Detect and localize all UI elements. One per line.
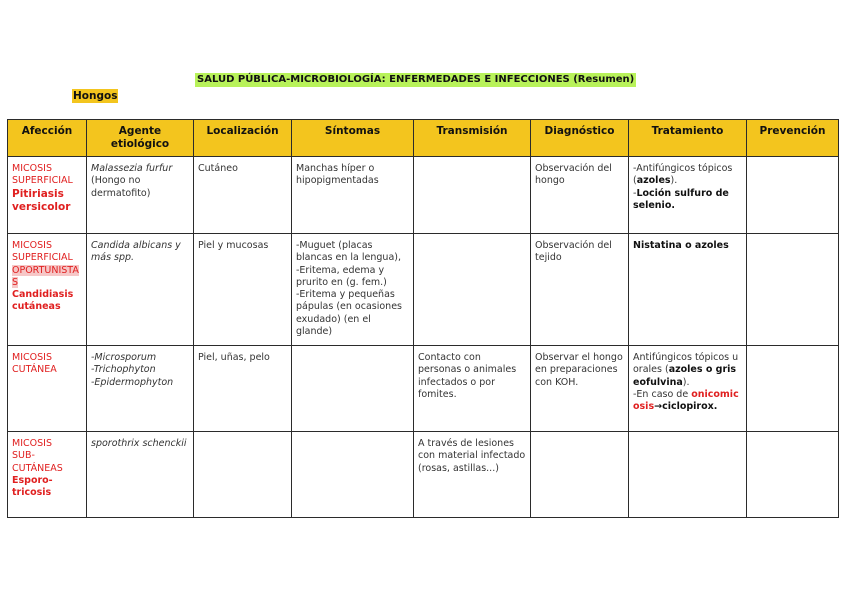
header-agente: Agente etiológico: [87, 120, 194, 157]
afeccion-name: Candidiasis cutáneas: [12, 289, 74, 313]
table-row: [8, 234, 839, 346]
cell-prevencion: [747, 346, 839, 432]
arrow-icon: →: [654, 401, 663, 413]
cell-tratamiento: [629, 346, 747, 432]
header-localizacion: Localización: [194, 120, 292, 157]
sintoma-line: -Eritema y pequeñas pápulas (en ocasiones exudado) (en el glande): [296, 289, 402, 338]
afeccion-type: MICOSIS SUB-CUTÁNEAS: [12, 438, 63, 474]
agente-note: (Hongo no dermatofito): [91, 175, 151, 199]
section-heading: Hongos: [73, 90, 118, 102]
tratamiento-bold: azoles: [636, 175, 671, 187]
tratamiento-bold: Nistatina o azoles: [633, 240, 729, 251]
header-transmision: Transmisión: [414, 120, 531, 157]
cell-tratamiento: [629, 432, 747, 518]
cell-sintomas: [292, 432, 414, 518]
cell-agente: [87, 157, 194, 234]
cell-agente: [87, 432, 194, 518]
header-prevencion: Prevención: [747, 120, 839, 157]
cell-localizacion: Piel y mucosas: [194, 234, 292, 346]
cell-diagnostico: Observación del hongo: [531, 157, 629, 234]
table-header-row: [8, 120, 839, 157]
tratamiento-text: -Antifúngicos tópicos (: [633, 163, 733, 187]
agente-italic: Candida albicans y más spp.: [91, 240, 181, 264]
agente-line: -Epidermophyton: [91, 376, 174, 388]
tratamiento-dash: -: [633, 187, 637, 199]
cell-localizacion: Cutáneo: [194, 157, 292, 234]
header-sintomas: Síntomas: [292, 120, 414, 157]
afeccion-type: MICOSIS CUTÁNEA: [12, 352, 57, 376]
header-diagnostico: Diagnóstico: [531, 120, 629, 157]
sintoma-line: -Eritema, edema y prurito en (g. fem.): [296, 264, 387, 288]
cell-agente: [87, 234, 194, 346]
cell-transmision: Contacto con personas o animales infectados o por fomites.: [414, 346, 531, 432]
cell-sintomas: [292, 346, 414, 432]
header-tratamiento: Tratamiento: [629, 120, 747, 157]
agente-line: -Trichophyton: [91, 364, 156, 376]
cell-sintomas: Manchas híper o hipopigmentadas: [292, 157, 414, 234]
cell-prevencion: [747, 234, 839, 346]
cell-afeccion: [8, 432, 87, 518]
cell-localizacion: Piel, uñas, pelo: [194, 346, 292, 432]
afeccion-type-highlight: OPORTUNISTAS: [12, 264, 79, 288]
table-row: [8, 157, 839, 234]
cell-tratamiento: [629, 157, 747, 234]
afeccion-name: Pitiriasis versicolor: [12, 187, 71, 213]
cell-agente: [87, 346, 194, 432]
tratamiento-text-end: ).: [670, 175, 678, 187]
cell-sintomas: [292, 234, 414, 346]
tratamiento-bold-2: ciclopirox.: [662, 401, 718, 413]
cell-tratamiento: [629, 234, 747, 346]
cell-prevencion: [747, 432, 839, 518]
cell-localizacion: [194, 432, 292, 518]
cell-transmision: A través de lesiones con material infectado (rosas, astillas...): [414, 432, 531, 518]
diseases-table: [7, 119, 839, 518]
cell-afeccion: [8, 346, 87, 432]
afeccion-type: MICOSIS SUPERFICIAL: [12, 240, 73, 264]
cell-transmision: [414, 157, 531, 234]
sintoma-line: -Muguet (placas blancas en la lengua),: [296, 240, 401, 264]
table-row: [8, 346, 839, 432]
cell-transmision: [414, 234, 531, 346]
tratamiento-text-end: ).: [682, 376, 690, 388]
cell-prevencion: [747, 157, 839, 234]
tratamiento-bold-2: Loción sulfuro de selenio.: [633, 187, 729, 211]
cell-afeccion: [8, 234, 87, 346]
agente-line: -Microsporum: [91, 352, 157, 363]
document-title: SALUD PÚBLICA-MICROBIOLOGÍA: ENFERMEDADES E INFECCIONES (Resumen): [197, 74, 635, 85]
table-row: [8, 432, 839, 518]
tratamiento-text: Antifúngicos tópicos u orales (: [633, 352, 739, 376]
tratamiento-bold: azoles o griseofulvina: [633, 364, 737, 388]
cell-diagnostico: [531, 432, 629, 518]
agente-italic: Malassezia furfur: [91, 163, 173, 174]
agente-italic: sporothrix schenckii: [91, 438, 187, 449]
cell-afeccion: [8, 157, 87, 234]
afeccion-name: Esporo-tricosis: [12, 474, 53, 499]
tratamiento-red: onicomicosis: [633, 388, 739, 413]
cell-diagnostico: Observación del tejido: [531, 234, 629, 346]
afeccion-type: MICOSIS SUPERFICIAL: [12, 163, 73, 187]
tratamiento-text-2: -En caso de: [633, 388, 692, 400]
header-afeccion: Afección: [8, 120, 87, 157]
cell-diagnostico: Observar el hongo en preparaciones con KOH.: [531, 346, 629, 432]
